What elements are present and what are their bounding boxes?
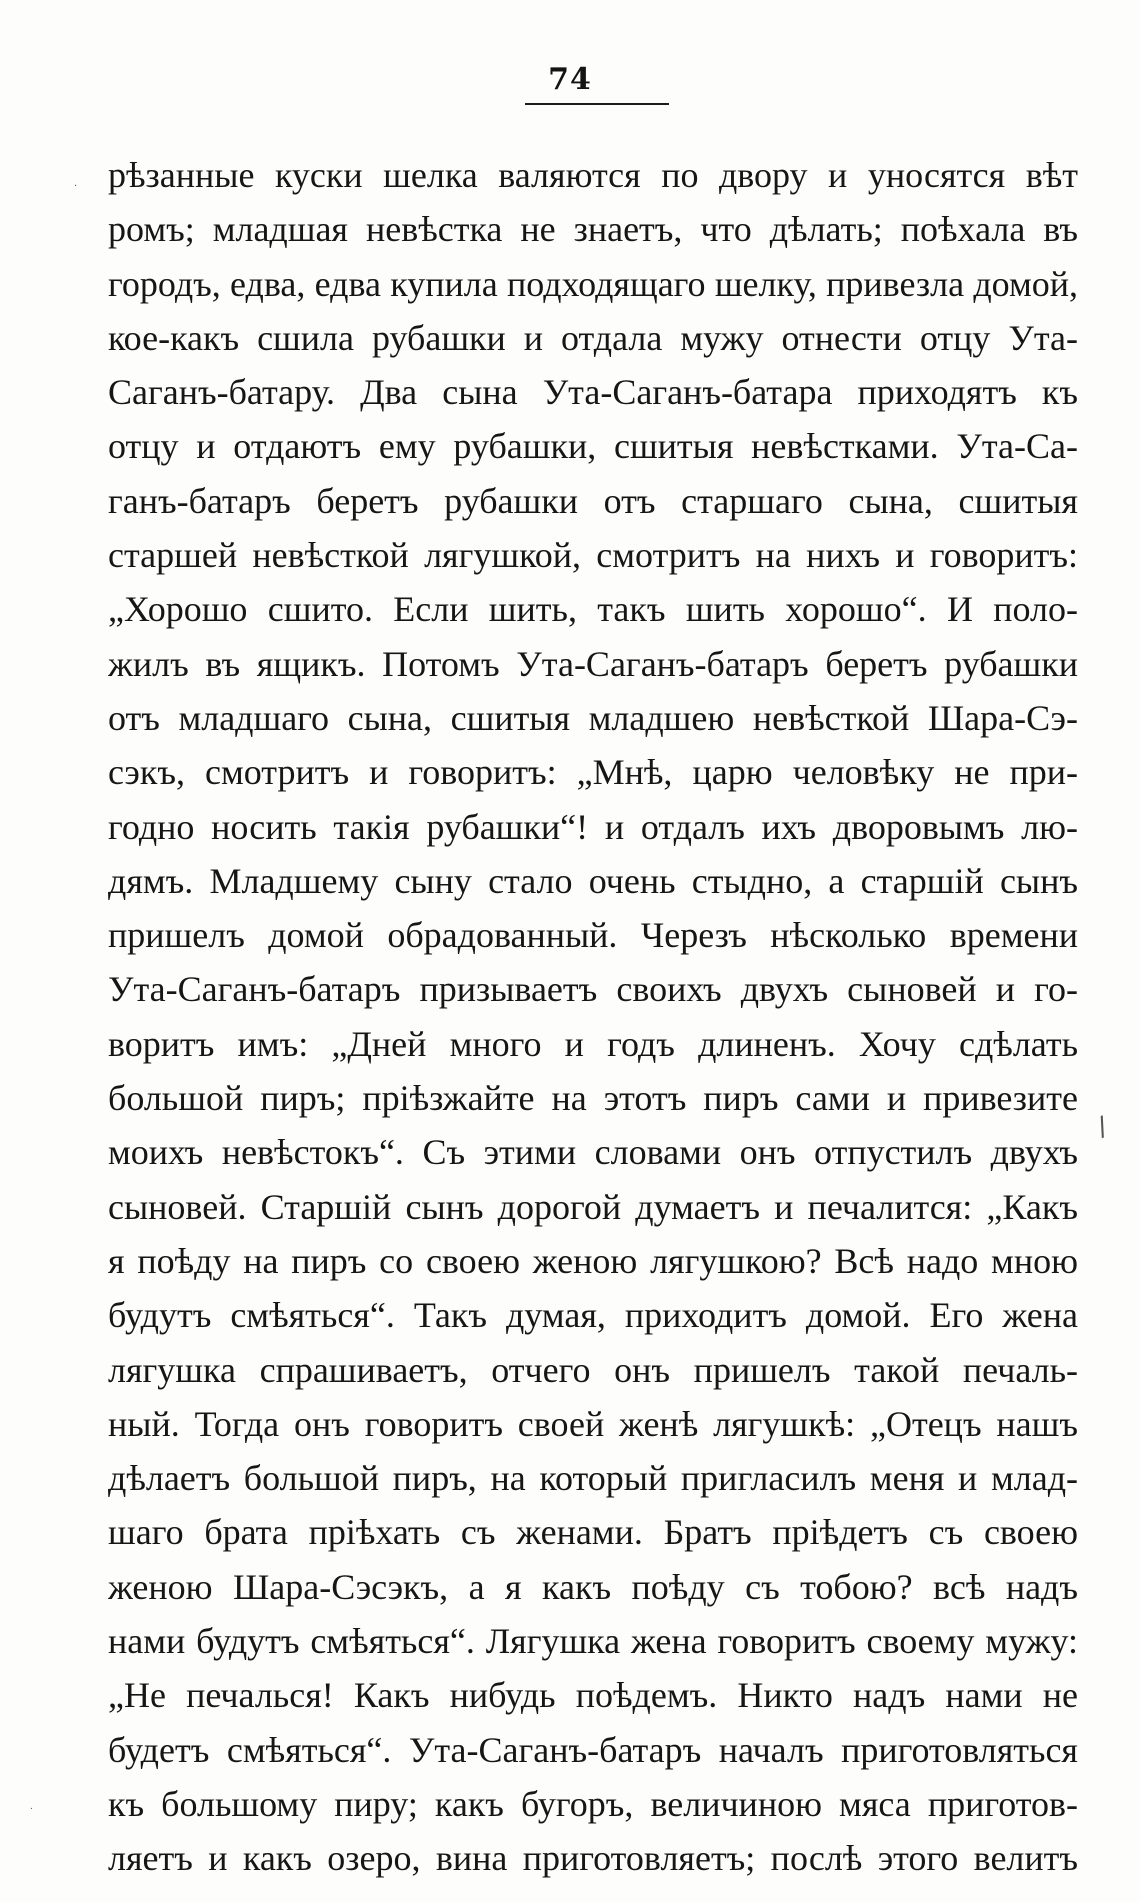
header-rule <box>525 103 669 105</box>
text-line: ромъ; младшая невѣстка не знаетъ, что дѣлать; поѣхала въ <box>108 209 1078 250</box>
text-line: городъ, едва, едва купила подходящаго шелку, привезла домой, <box>108 263 1078 304</box>
text-line: ганъ-батаръ беретъ рубашки отъ старшаго сына, сшитыя <box>108 480 1078 521</box>
text-line: большой пиръ; пріѣзжайте на этотъ пиръ сами и привезите <box>108 1078 1078 1119</box>
text-line: кое-какъ сшила рубашки и отдала мужу отнести отцу Ута- <box>108 317 1078 358</box>
text-line: ляетъ и какъ озеро, вина приготовляетъ; послѣ этого велитъ <box>108 1838 1078 1879</box>
text-line: сыновей. Старшій сынъ дорогой думаетъ и печалится: „Какъ <box>108 1186 1078 1227</box>
text-line: „Хорошо сшито. Если шить, такъ шить хорошо“. И поло- <box>108 589 1078 630</box>
text-line: „Не печалься! Какъ нибудь поѣдемъ. Никто надъ нами не <box>108 1675 1078 1716</box>
text-line: воритъ имъ: „Дней много и годъ длиненъ. Хочу сдѣлать <box>108 1023 1078 1064</box>
text-line: я поѣду на пиръ со своею женою лягушкою? Всѣ надо мною <box>108 1240 1078 1281</box>
text-line: шаго брата пріѣхать съ женами. Братъ пріѣдетъ съ своею <box>108 1512 1078 1553</box>
text-line: сэкъ, смотритъ и говоритъ: „Мнѣ, царю человѣку не при- <box>108 752 1078 793</box>
text-line: будетъ смѣяться“. Ута-Саганъ-батаръ началъ приготовляться <box>108 1729 1078 1770</box>
text-line: дѣлаетъ большой пиръ, на который пригласилъ меня и млад- <box>108 1458 1078 1499</box>
body-text <box>108 148 1078 1886</box>
page-number: 74 <box>548 62 592 97</box>
text-line: годно носить такія рубашки“! и отдалъ ихъ дворовымъ лю- <box>108 806 1078 847</box>
margin-mark: . <box>74 178 78 189</box>
text-line: отцу и отдаютъ ему рубашки, сшитыя невѣстками. Ута-Са- <box>108 426 1078 467</box>
text-line: Саганъ-батару. Два сына Ута-Саганъ-батара приходятъ къ <box>108 372 1078 413</box>
text-line: моихъ невѣстокъ“. Съ этими словами онъ отпустилъ двухъ <box>108 1132 1078 1173</box>
text-line: рѣзанные куски шелка валяются по двору и уносятся вѣт <box>108 155 1078 195</box>
text-line: будутъ смѣяться“. Такъ думая, приходитъ домой. Его жена <box>108 1295 1078 1336</box>
text-line: Ута-Саганъ-батаръ призываетъ своихъ двухъ сыновей и го- <box>108 969 1078 1010</box>
text-line: жилъ въ ящикъ. Потомъ Ута-Саганъ-батаръ беретъ рубашки <box>108 643 1078 684</box>
text-line: ный. Тогда онъ говоритъ своей женѣ лягушкѣ: „Отецъ нашъ <box>108 1403 1078 1444</box>
text-line: отъ младшаго сына, сшитыя младшею невѣсткой Шара-Сэ- <box>108 697 1078 738</box>
text-line: лягушка спрашиваетъ, отчего онъ пришелъ такой печаль- <box>108 1349 1078 1390</box>
text-line: старшей невѣсткой лягушкой, смотритъ на нихъ и говоритъ: <box>108 535 1078 576</box>
text-line: пришелъ домой обрадованный. Черезъ нѣсколько времени <box>108 915 1078 956</box>
text-line: къ большому пиру; какъ бугоръ, величиною мяса приготов- <box>108 1783 1078 1824</box>
margin-mark: / <box>1093 1111 1112 1143</box>
margin-mark: . <box>30 1802 33 1812</box>
text-line: нами будутъ смѣяться“. Лягушка жена говоритъ своему мужу: <box>108 1621 1078 1662</box>
text-line: женою Шара-Сэсэкъ, а я какъ поѣду съ тобою? всѣ надъ <box>108 1566 1078 1607</box>
text-line: дямъ. Младшему сыну стало очень стыдно, а старшій сынъ <box>108 860 1078 901</box>
